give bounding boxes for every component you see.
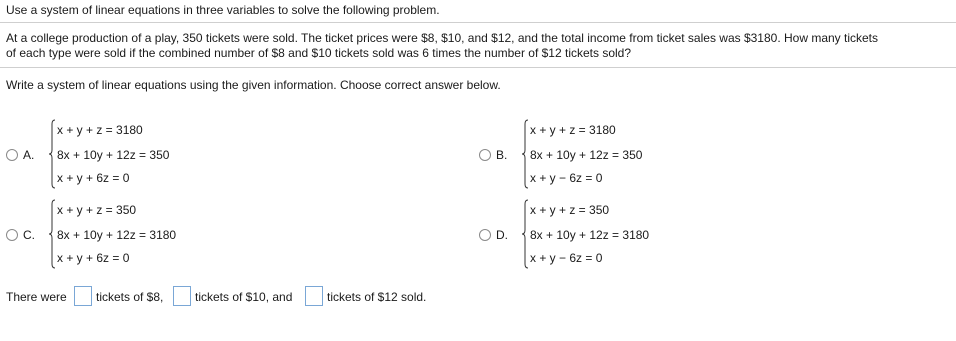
- answer-input-10-dollar[interactable]: [173, 286, 191, 306]
- option-b-system: [521, 118, 721, 190]
- option-c[interactable]: [6, 198, 446, 270]
- divider: [0, 67, 956, 68]
- equation: x + y + 6z = 0: [57, 171, 130, 185]
- option-c-letter: C.: [23, 228, 35, 242]
- divider: [0, 22, 956, 23]
- option-d-letter: D.: [496, 228, 508, 242]
- equation: x + y + z = 3180: [530, 123, 616, 137]
- equation: 8x + 10y + 12z = 3180: [57, 228, 177, 242]
- problem-text-line2: of each type were sold if the combined number of $8 and $10 tickets sold was 6 times the number of $12 tickets sold?: [6, 46, 632, 60]
- brace-icon: [48, 198, 56, 270]
- option-a-system: [48, 118, 248, 190]
- equation: 8x + 10y + 12z = 350: [530, 148, 643, 162]
- option-a[interactable]: [6, 118, 446, 190]
- instruction-text: Write a system of linear equations using the given information. Choose correct answer below.: [6, 78, 501, 92]
- option-a-radio[interactable]: [6, 149, 18, 161]
- equation: x + y + z = 350: [530, 203, 610, 217]
- option-b-radio[interactable]: [479, 149, 491, 161]
- problem-text-line1: At a college production of a play, 350 tickets were sold. The ticket prices were $8, $10, and $12, and the total income from ticket sales was $3180. How many tickets: [6, 31, 879, 45]
- equation: x + y + z = 3180: [57, 123, 143, 137]
- brace-icon: [521, 118, 529, 190]
- equation: x + y + 6z = 0: [57, 251, 130, 265]
- brace-icon: [521, 198, 529, 270]
- brace-icon: [48, 118, 56, 190]
- option-d[interactable]: [479, 198, 919, 270]
- answer-text: There were: [6, 290, 67, 304]
- option-b[interactable]: [479, 118, 919, 190]
- answer-text: tickets of $8,: [96, 290, 164, 304]
- equation: 8x + 10y + 12z = 3180: [530, 228, 650, 242]
- option-a-letter: A.: [23, 148, 35, 162]
- answer-input-12-dollar[interactable]: [305, 286, 323, 306]
- answer-text: tickets of $10, and: [195, 290, 293, 304]
- option-c-radio[interactable]: [6, 229, 18, 241]
- answer-text: tickets of $12 sold.: [327, 290, 427, 304]
- answer-input-8-dollar[interactable]: [74, 286, 92, 306]
- prompt-text: Use a system of linear equations in three variables to solve the following problem.: [6, 3, 440, 17]
- option-d-radio[interactable]: [479, 229, 491, 241]
- equation: x + y + z = 350: [57, 203, 137, 217]
- equation: x + y − 6z = 0: [530, 171, 603, 185]
- equation: x + y − 6z = 0: [530, 251, 603, 265]
- option-b-letter: B.: [496, 148, 508, 162]
- option-c-system: [48, 198, 248, 270]
- option-d-system: [521, 198, 721, 270]
- equation: 8x + 10y + 12z = 350: [57, 148, 170, 162]
